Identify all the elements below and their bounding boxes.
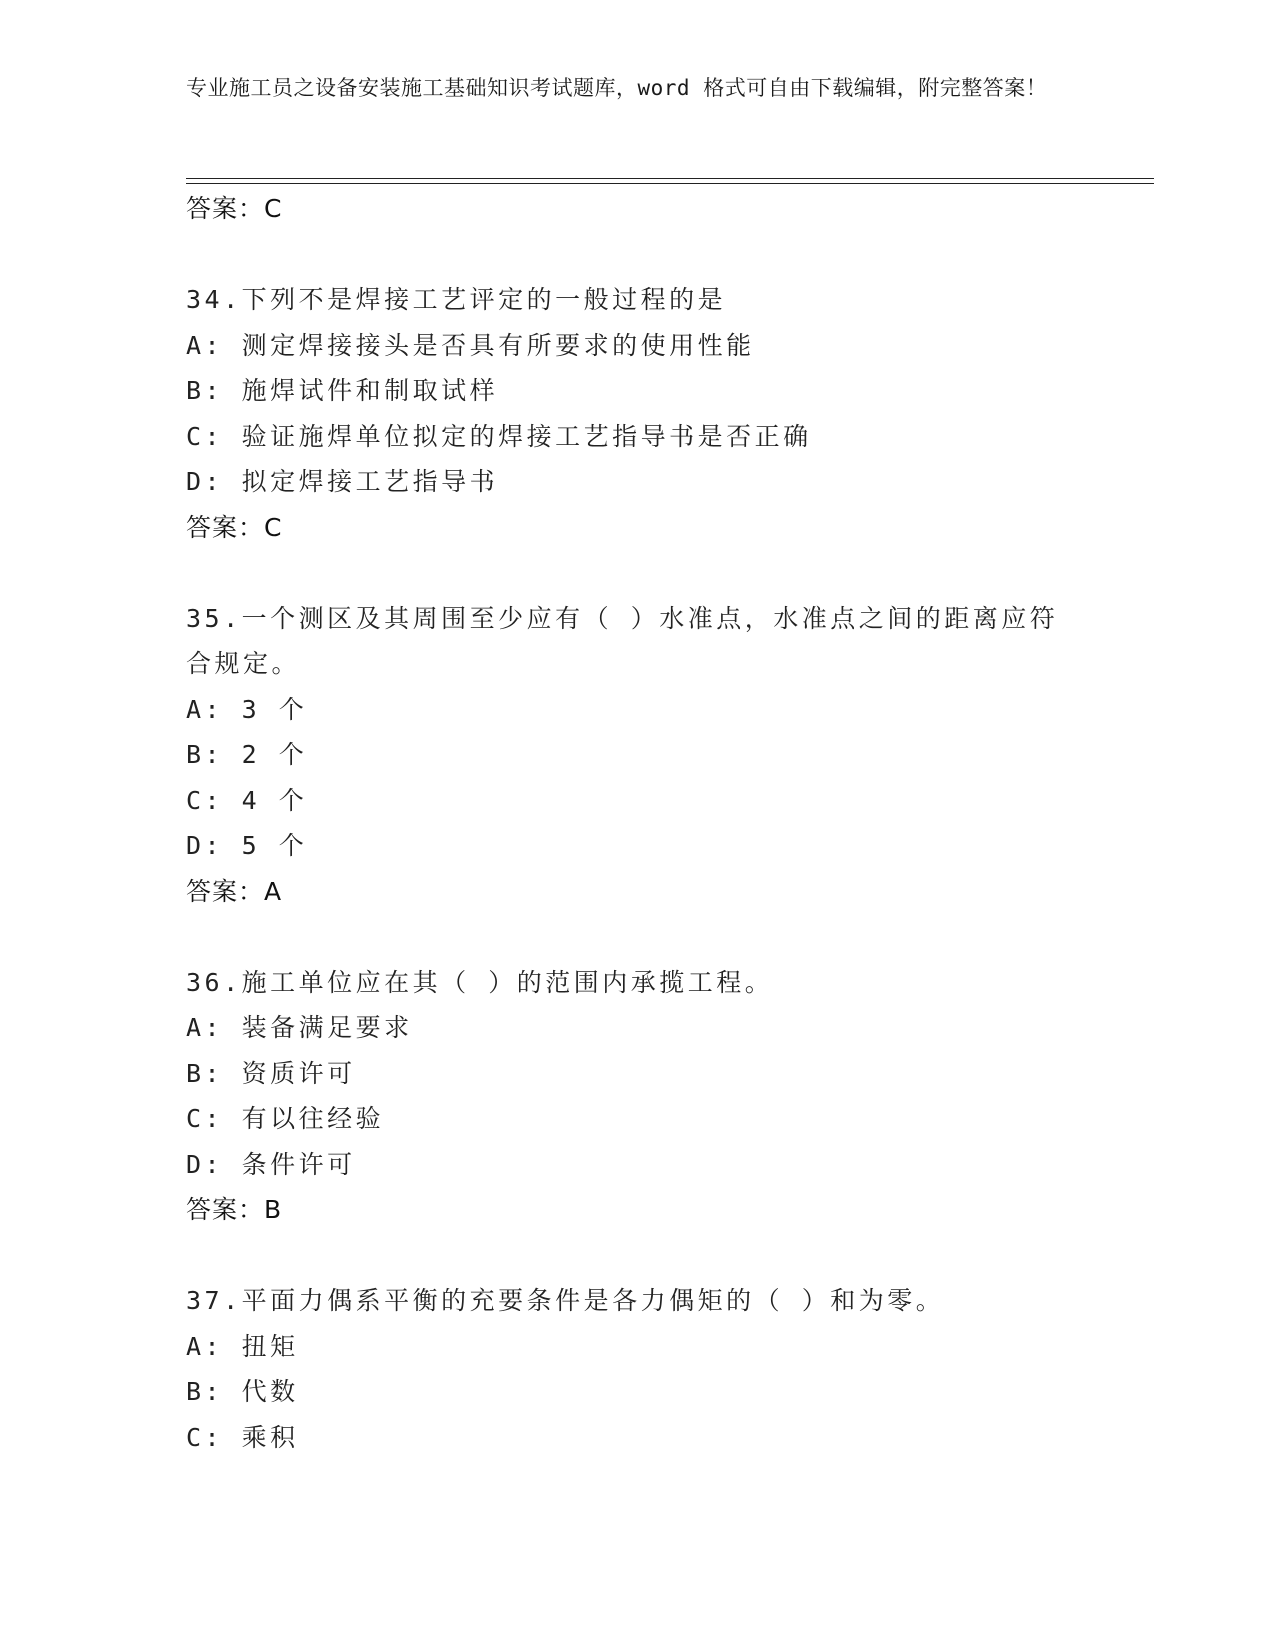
header-rule-top xyxy=(186,178,1154,179)
option-c: C: 验证施焊单位拟定的焊接工艺指导书是否正确 xyxy=(186,421,812,451)
question-stem: 36.施工单位应在其（ ）的范围内承揽工程。 xyxy=(186,967,774,997)
answer-line: 答案：C xyxy=(186,512,283,542)
document-header: 专业施工员之设备安装施工基础知识考试题库，word 格式可自由下载编辑，附完整答案！ xyxy=(186,76,1048,100)
question-list xyxy=(186,186,1086,1460)
question-stem: 34.下列不是焊接工艺评定的一般过程的是 xyxy=(186,285,727,314)
option-a: A: 3 个 xyxy=(186,694,308,724)
question-block xyxy=(186,277,1086,550)
option-a: A: 测定焊接接头是否具有所要求的使用性能 xyxy=(186,330,755,360)
answer-line: 答案：B xyxy=(186,1195,283,1224)
answer-line: 答案：C xyxy=(186,194,283,223)
option-b: B: 施焊试件和制取试样 xyxy=(186,376,499,405)
option-d: D: 5 个 xyxy=(186,831,308,860)
question-block xyxy=(186,596,1086,915)
option-a: A: 扭矩 xyxy=(186,1331,299,1361)
option-c: C: 4 个 xyxy=(186,785,308,815)
header-rule-bottom xyxy=(186,183,1154,184)
option-b: B: 代数 xyxy=(186,1377,299,1406)
question-stem: 35.一个测区及其周围至少应有（ ）水准点，水准点之间的距离应符合规定。 xyxy=(186,603,1059,678)
option-c: C: 乘积 xyxy=(186,1422,299,1452)
option-d: D: 条件许可 xyxy=(186,1149,356,1179)
answer-line: 答案：A xyxy=(186,876,283,906)
option-a: A: 装备满足要求 xyxy=(186,1013,413,1042)
option-b: B: 2 个 xyxy=(186,740,308,769)
question-stem: 37.平面力偶系平衡的充要条件是各力偶矩的（ ）和为零。 xyxy=(186,1286,945,1315)
question-block xyxy=(186,960,1086,1233)
question-block xyxy=(186,1278,1086,1460)
option-c: C: 有以往经验 xyxy=(186,1104,385,1133)
option-d: D: 拟定焊接工艺指导书 xyxy=(186,467,499,496)
option-b: B: 资质许可 xyxy=(186,1058,356,1088)
